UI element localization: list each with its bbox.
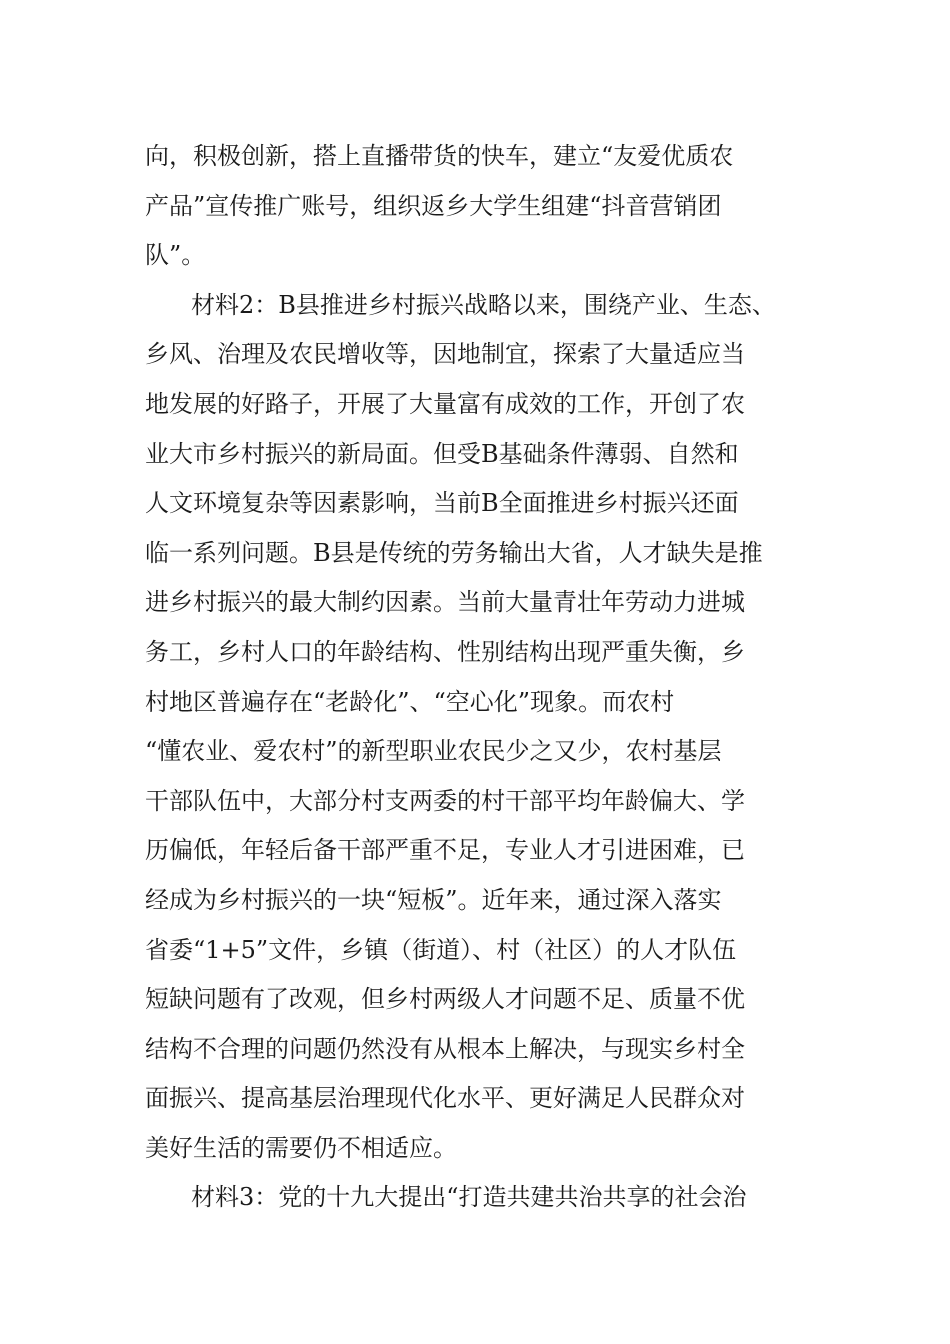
paragraph-start-material-2: 材料2：B县推进乡村振兴战略以来，围绕产业、生态、 <box>191 290 776 319</box>
text-line: 面振兴、提高基层治理现代化水平、更好满足人民群众对 <box>145 1084 745 1113</box>
text-line: 务工，乡村人口的年龄结构、性别结构出现严重失衡，乡 <box>145 637 745 666</box>
text-line: 乡风、治理及农民增收等，因地制宜，探索了大量适应当 <box>145 340 745 369</box>
text-line: 向，积极创新，搭上直播带货的快车，建立“友爱优质农 <box>145 142 734 170</box>
text-line: “懂农业、爱农村”的新型职业农民少之又少，农村基层 <box>145 737 722 766</box>
text-line: 临一系列问题。B县是传统的劳务输出大省，人才缺失是推 <box>145 538 763 567</box>
text-line: 历偏低，年轻后备干部严重不足，专业人才引进困难，已 <box>145 836 745 865</box>
text-line: 经成为乡村振兴的一块“短板”。近年来，通过深入落实 <box>145 885 722 914</box>
text-line: 产品”宣传推广账号，组织返乡大学生组建“抖音营销团 <box>145 191 722 220</box>
text-line: 人文环境复杂等因素影响，当前B全面推进乡村振兴还面 <box>145 489 739 518</box>
text-line: 干部队伍中，大部分村支两委的村干部平均年龄偏大、学 <box>145 786 745 815</box>
text-line: 结构不合理的问题仍然没有从根本上解决，与现实乡村全 <box>145 1034 745 1063</box>
text-line: 地发展的好路子，开展了大量富有成效的工作，开创了农 <box>145 389 745 418</box>
document-body <box>145 132 825 1223</box>
text-line: 业大市乡村振兴的新局面。但受B基础条件薄弱、自然和 <box>145 439 739 468</box>
text-line: 进乡村振兴的最大制约因素。当前大量青壮年劳动力进城 <box>145 588 745 617</box>
text-line: 省委“1+5”文件，乡镇（街道）、村（社区）的人才队伍 <box>145 935 737 964</box>
text-line: 队”。 <box>145 241 206 270</box>
paragraph-start-material-3: 材料3：党的十九大提出“打造共建共治共享的社会治 <box>191 1183 747 1212</box>
text-line: 村地区普遍存在“老龄化”、“空心化”现象。而农村 <box>145 687 675 716</box>
text-line: 美好生活的需要仍不相适应。 <box>145 1133 457 1162</box>
text-line: 短缺问题有了改观，但乡村两级人才问题不足、质量不优 <box>145 985 745 1014</box>
